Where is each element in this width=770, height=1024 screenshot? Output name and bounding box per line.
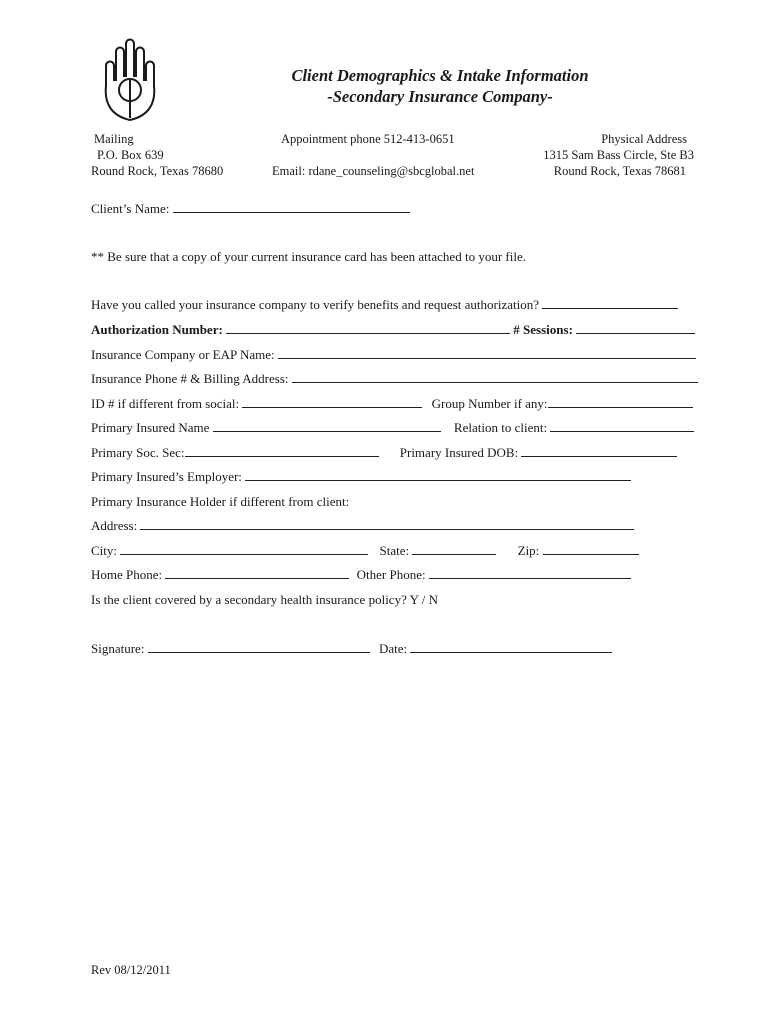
signature-field[interactable] — [148, 641, 370, 653]
form-title: Client Demographics & Intake Information — [291, 66, 589, 85]
called-insurance-field[interactable] — [542, 297, 678, 309]
holder-if-different: Primary Insurance Holder if different from client: — [91, 494, 350, 509]
primary-insured-name-label: Primary Insured Name — [91, 420, 210, 435]
home-phone-field[interactable] — [165, 567, 349, 579]
primary-insured-name-field[interactable] — [213, 420, 441, 432]
other-phone-field[interactable] — [429, 567, 631, 579]
called-insurance-row — [91, 297, 678, 313]
authorization-number-field[interactable] — [226, 322, 510, 334]
city-field[interactable] — [120, 543, 368, 555]
physical-city: Round Rock, Texas 78681 — [553, 164, 686, 178]
primary-employer-field[interactable] — [245, 469, 631, 481]
insurance-phone-field[interactable] — [292, 371, 698, 383]
signature-date-row — [91, 641, 612, 657]
physical-street: 1315 Sam Bass Circle, Ste B3 — [543, 148, 694, 162]
date-field[interactable] — [410, 641, 612, 653]
relation-field[interactable] — [550, 420, 694, 432]
client-name-field[interactable] — [173, 201, 410, 213]
mailing-box: P.O. Box 639 — [97, 148, 164, 162]
authorization-row — [91, 322, 695, 338]
revision-date: Rev 08/12/2011 — [91, 963, 171, 977]
sessions-label: # Sessions: — [513, 322, 573, 337]
insurance-company-row — [91, 347, 696, 363]
group-number-label: Group Number if any: — [431, 396, 548, 411]
employer-row — [91, 469, 631, 485]
address-row — [91, 518, 634, 534]
home-phone-label: Home Phone: — [91, 567, 163, 582]
city-label: City: — [91, 543, 118, 558]
state-field[interactable] — [412, 543, 496, 555]
id-group-row — [91, 396, 693, 412]
insurance-card-note: ** Be sure that a copy of your current insurance card has been attached to your file. — [91, 249, 526, 264]
group-number-field[interactable] — [548, 396, 693, 408]
id-number-field[interactable] — [242, 396, 422, 408]
mailing-label: Mailing — [94, 132, 134, 146]
physical-label: Physical Address — [601, 132, 687, 146]
address-field[interactable] — [140, 518, 634, 530]
other-phone-label: Other Phone: — [356, 567, 426, 582]
authorization-number-label: Authorization Number: — [91, 322, 223, 337]
insurance-phone-label: Insurance Phone # & Billing Address: — [91, 371, 289, 386]
id-number-label: ID # if different from social: — [91, 396, 240, 411]
insurance-company-field[interactable] — [278, 347, 696, 359]
signature-label: Signature: — [91, 641, 145, 656]
state-label: State: — [379, 543, 410, 558]
date-label: Date: — [378, 641, 408, 656]
city-state-zip-row — [91, 543, 639, 559]
secondary-insurance-question: Is the client covered by a secondary health insurance policy? Y / N — [91, 592, 439, 607]
zip-field[interactable] — [543, 543, 639, 555]
insurance-company-label: Insurance Company or EAP Name: — [91, 347, 275, 362]
called-insurance-label: Have you called your insurance company to verify benefits and request authorization? — [91, 297, 539, 312]
client-name-label: Client’s Name: — [91, 201, 170, 216]
primary-insured-row — [91, 420, 694, 436]
primary-soc-sec-field[interactable] — [185, 445, 379, 457]
address-label: Address: — [91, 518, 138, 533]
primary-soc-sec-label: Primary Soc. Sec: — [91, 445, 185, 460]
primary-dob-field[interactable] — [521, 445, 677, 457]
insurance-phone-row — [91, 371, 698, 387]
client-name-row — [91, 201, 410, 217]
hamsa-hand-logo-icon — [100, 36, 160, 124]
mailing-city: Round Rock, Texas 78680 — [91, 164, 224, 178]
sessions-field[interactable] — [576, 322, 695, 334]
relation-label: Relation to client: — [453, 420, 548, 435]
form-subtitle: -Secondary Insurance Company- — [327, 87, 553, 106]
zip-label: Zip: — [517, 543, 540, 558]
contact-email: Email: rdane_counseling@sbcglobal.net — [272, 164, 475, 178]
phones-row — [91, 567, 631, 583]
primary-dob-label: Primary Insured DOB: — [399, 445, 519, 460]
primary-employer-label: Primary Insured’s Employer: — [91, 469, 242, 484]
appointment-phone: Appointment phone 512-413-0651 — [281, 132, 455, 146]
soc-sec-dob-row — [91, 445, 677, 461]
